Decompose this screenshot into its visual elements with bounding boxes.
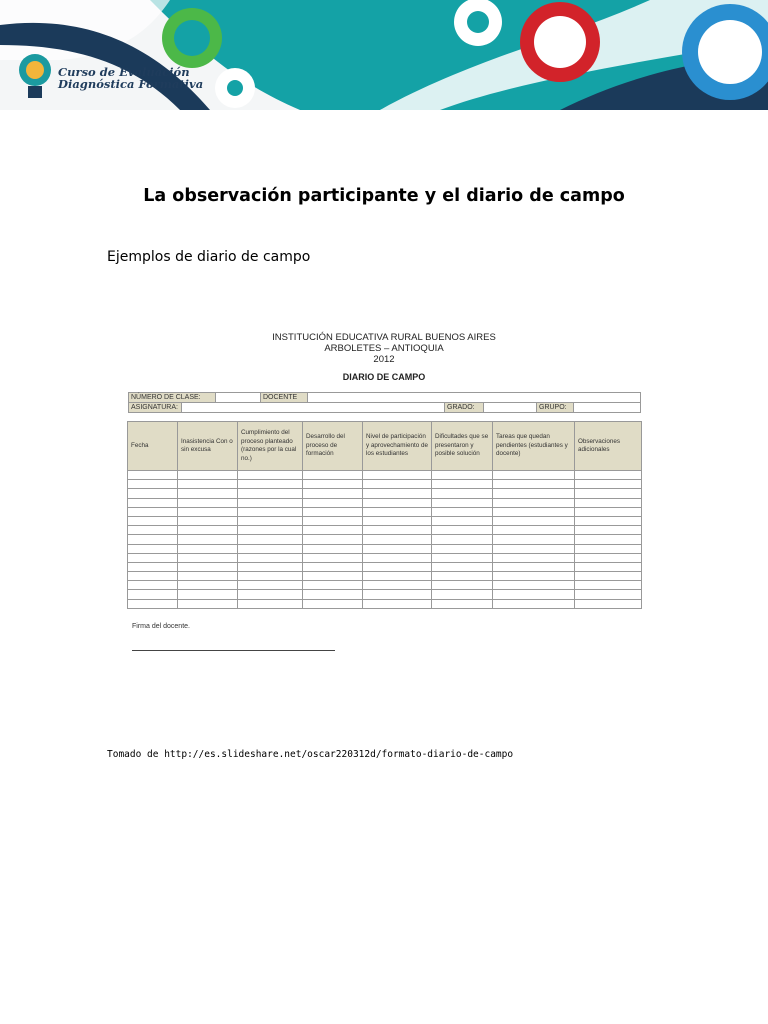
table-cell (432, 516, 493, 525)
table-row (128, 535, 642, 544)
table-cell (575, 553, 642, 562)
table-cell (575, 498, 642, 507)
table-cell (128, 553, 178, 562)
table-cell (178, 516, 238, 525)
table-cell (128, 516, 178, 525)
table-cell (363, 553, 432, 562)
table-cell (128, 562, 178, 571)
form-location: ARBOLETES – ANTIOQUIA (324, 343, 444, 354)
table-cell (303, 562, 363, 571)
table-cell (432, 562, 493, 571)
table-cell (363, 590, 432, 599)
table-cell (432, 553, 493, 562)
table-cell (493, 489, 575, 498)
label-grado: GRADO: (445, 403, 484, 413)
table-cell (238, 544, 303, 553)
table-cell (128, 590, 178, 599)
table-cell (178, 572, 238, 581)
table-row (128, 562, 642, 571)
table-cell (238, 480, 303, 489)
table-cell (363, 507, 432, 516)
table-cell (303, 489, 363, 498)
signature-line (132, 650, 335, 651)
table-cell (178, 590, 238, 599)
form-year: 2012 (373, 354, 395, 365)
table-cell (178, 535, 238, 544)
table-row (128, 489, 642, 498)
table-row (128, 507, 642, 516)
col-header: Nivel de participación y aprovechamiento de los estudiantes (363, 422, 432, 471)
table-cell (128, 526, 178, 535)
table-cell (238, 498, 303, 507)
table-row (128, 526, 642, 535)
label-grupo: GRUPO: (537, 403, 574, 413)
table-cell (493, 544, 575, 553)
table-cell (432, 480, 493, 489)
table-cell (238, 507, 303, 516)
table-cell (493, 526, 575, 535)
green-ring-icon (162, 8, 222, 68)
table-row (128, 599, 642, 608)
table-cell (128, 581, 178, 590)
label-numero-clase: NÚMERO DE CLASE: (129, 393, 216, 403)
page-title: La observación participante y el diario de campo (143, 186, 625, 206)
table-cell (363, 535, 432, 544)
table-cell (363, 599, 432, 608)
table-cell (363, 480, 432, 489)
table-cell (493, 498, 575, 507)
table-cell (238, 590, 303, 599)
section-subtitle: Ejemplos de diario de campo (107, 249, 311, 265)
signature-label: Firma del docente. (132, 623, 190, 630)
table-cell (575, 507, 642, 516)
table-cell (493, 572, 575, 581)
table-row (128, 590, 642, 599)
table-cell (238, 526, 303, 535)
table-cell (178, 526, 238, 535)
table-cell (238, 471, 303, 480)
table-cell (128, 535, 178, 544)
table-cell (128, 572, 178, 581)
table-row (128, 471, 642, 480)
table-row (128, 498, 642, 507)
table-cell (303, 507, 363, 516)
table-cell (432, 599, 493, 608)
table-cell (363, 544, 432, 553)
table-cell (178, 581, 238, 590)
table-cell (238, 553, 303, 562)
col-header: Cumplimiento del proceso planteado (razones por la cual no.) (238, 422, 303, 471)
table-cell (575, 480, 642, 489)
table-cell (178, 544, 238, 553)
table-row (128, 544, 642, 553)
logo-line-1: Curso de Evaluación (58, 65, 190, 79)
table-cell (303, 535, 363, 544)
table-cell (128, 480, 178, 489)
table-cell (575, 599, 642, 608)
table-cell (128, 544, 178, 553)
table-cell (493, 599, 575, 608)
table-cell (493, 581, 575, 590)
table-cell (575, 572, 642, 581)
form-info-row-2 (128, 402, 641, 413)
col-header: Dificultades que se presentaron y posible solución (432, 422, 493, 471)
table-cell (303, 599, 363, 608)
label-asignatura: ASIGNATURA: (129, 403, 182, 413)
table-cell (128, 489, 178, 498)
diary-grid (127, 421, 642, 609)
table-cell (363, 526, 432, 535)
table-cell (303, 498, 363, 507)
table-cell (238, 535, 303, 544)
table-row (128, 553, 642, 562)
table-cell (303, 581, 363, 590)
table-cell (238, 581, 303, 590)
table-cell (432, 471, 493, 480)
table-cell (238, 516, 303, 525)
table-cell (178, 553, 238, 562)
table-cell (575, 516, 642, 525)
col-header: Observaciones adicionales (575, 422, 642, 471)
table-cell (303, 572, 363, 581)
table-row (128, 516, 642, 525)
table-cell (432, 507, 493, 516)
header-banner (0, 0, 768, 110)
table-cell (128, 599, 178, 608)
table-cell (575, 581, 642, 590)
table-row (128, 480, 642, 489)
table-cell (238, 572, 303, 581)
table-cell (575, 562, 642, 571)
table-cell (575, 544, 642, 553)
table-cell (363, 489, 432, 498)
col-header: Inasistencia Con o sin excusa (178, 422, 238, 471)
col-header: Tareas que quedan pendientes (estudiantes y docente) (493, 422, 575, 471)
col-header: Fecha (128, 422, 178, 471)
table-cell (493, 553, 575, 562)
table-cell (575, 471, 642, 480)
form-institution: INSTITUCIÓN EDUCATIVA RURAL BUENOS AIRES (272, 332, 496, 343)
table-cell (303, 480, 363, 489)
table-cell (303, 553, 363, 562)
table-cell (432, 489, 493, 498)
table-cell (493, 590, 575, 599)
table-cell (575, 489, 642, 498)
grid-body (128, 471, 642, 609)
table-cell (493, 471, 575, 480)
table-cell (178, 498, 238, 507)
table-cell (303, 590, 363, 599)
source-citation: Tomado de http://es.slideshare.net/oscar220312d/formato-diario-de-campo (107, 749, 514, 760)
logo-line-2: Diagnóstica Formativa (58, 77, 204, 91)
table-cell (493, 507, 575, 516)
table-cell (178, 480, 238, 489)
form-heading: DIARIO DE CAMPO (342, 372, 426, 382)
table-cell (432, 526, 493, 535)
table-cell (128, 471, 178, 480)
table-cell (432, 544, 493, 553)
table-row (128, 572, 642, 581)
table-cell (303, 544, 363, 553)
table-cell (493, 535, 575, 544)
table-cell (363, 562, 432, 571)
table-cell (432, 498, 493, 507)
table-cell (238, 489, 303, 498)
table-cell (178, 562, 238, 571)
table-cell (363, 516, 432, 525)
table-cell (493, 516, 575, 525)
table-cell (493, 562, 575, 571)
table-cell (178, 471, 238, 480)
table-cell (238, 562, 303, 571)
table-cell (493, 480, 575, 489)
table-cell (178, 489, 238, 498)
table-cell (432, 581, 493, 590)
table-cell (432, 535, 493, 544)
table-cell (575, 535, 642, 544)
table-cell (178, 599, 238, 608)
logo-text (58, 66, 203, 90)
table-cell (238, 599, 303, 608)
table-cell (432, 572, 493, 581)
table-cell (363, 581, 432, 590)
red-ring-icon (520, 2, 600, 82)
table-cell (363, 471, 432, 480)
table-cell (432, 590, 493, 599)
table-cell (128, 507, 178, 516)
table-cell (178, 507, 238, 516)
table-cell (363, 572, 432, 581)
grid-header-row (128, 422, 642, 471)
table-cell (303, 516, 363, 525)
banner-graphic (0, 0, 768, 110)
col-header: Desarrollo del proceso de formación (303, 422, 363, 471)
table-cell (575, 526, 642, 535)
label-docente: DOCENTE (261, 393, 308, 403)
table-cell (128, 498, 178, 507)
table-cell (575, 590, 642, 599)
table-cell (363, 498, 432, 507)
table-cell (303, 526, 363, 535)
table-row (128, 581, 642, 590)
table-cell (303, 471, 363, 480)
